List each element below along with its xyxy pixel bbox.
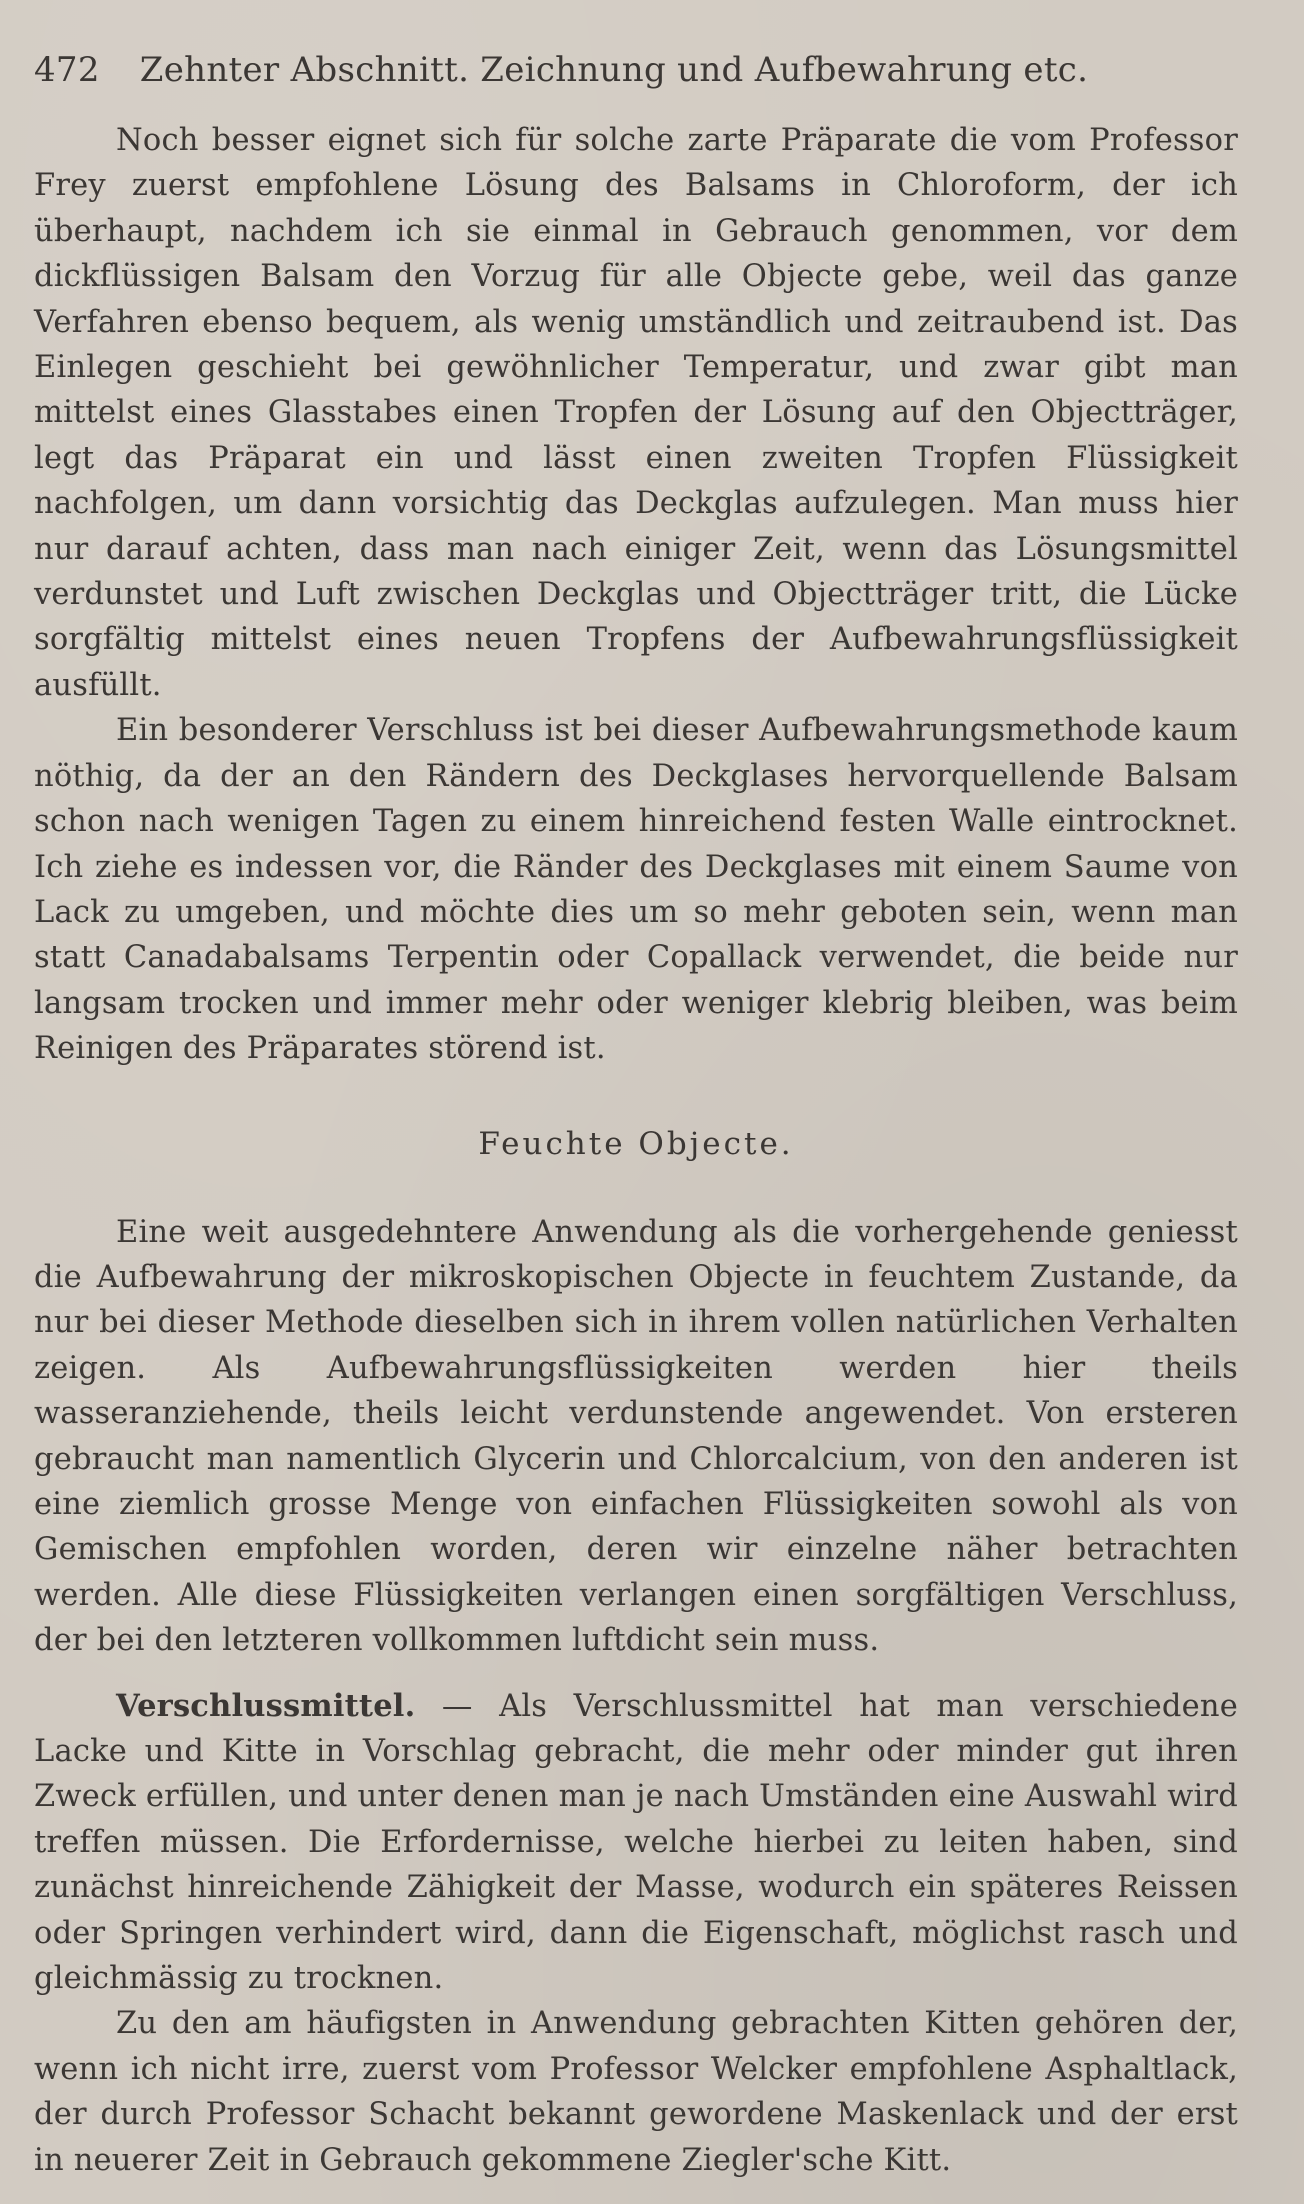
paragraph-balsam-chloroform: Noch besser eignet sich für solche zarte Präparate die vom Professor Frey zuerst empfohlene Lösung des Balsams in Chloroform, der ich überhaupt, nachdem ich sie einmal in Gebrauch genommen, vor dem dickflüssigen Balsam den Vorzug für alle Objecte gebe, weil das ganze Verfahren ebenso bequem, als wenig umständlich und zeitraubend ist. Das Einlegen geschieht bei gewöhnlicher Temperatur, und zwar gibt man mittelst eines Glasstabes einen Tropfen der Lösung auf den Objectträger, legt das Präparat ein und lässt einen zweiten Tropfen Flüssigkeit nachfolgen, um dann vorsichtig das Deckglas aufzulegen. Man muss hier nur darauf achten, dass man nach einiger Zeit, wenn das Lösungsmittel verdunstet und Luft zwischen Deckglas und Objectträger tritt, die Lücke sorgfältig mittelst eines neuen Tropfens der Aufbewahrungsflüssigkeit ausfüllt. <box>34 123 1238 703</box>
paragraph-kitte: Zu den am häufigsten in Anwendung gebrachten Kitten gehören der, wenn ich nicht irre, zuerst vom Professor Welcker empfohlene Asphaltlack, der durch Professor Schacht bekannt gewordene Maskenlack und der erst in neuerer Zeit in Gebrauch gekommene Ziegler'sche Kitt. <box>34 2006 1238 2178</box>
page-header <box>34 48 1238 92</box>
sealants-lead: Verschlussmittel. <box>116 1687 416 1724</box>
running-title: Zehnter Abschnitt. Zeichnung und Aufbewahrung etc. <box>139 50 1089 90</box>
page-number: 472 <box>34 50 100 90</box>
sealants-text: — Als Verschlussmittel hat man verschiedene Lacke und Kitte in Vorschlag gebracht, die mehr oder minder gut ihren Zweck erfüllen, und unter denen man je nach Umständen eine Auswahl wird treffen müssen. Die Erfordernisse, welche hierbei zu leiten haben, sind zunächst hinreichende Zähigkeit der Masse, wodurch ein späteres Reissen oder Springen verhindert wird, dann die Eigenschaft, möglichst rasch und gleichmässig zu trocknen. <box>34 1688 1238 1997</box>
paragraph-closure: Ein besonderer Verschluss ist bei dieser Aufbewahrungsmethode kaum nöthig, da der an den Rändern des Deckglases hervorquellende Balsam schon nach wenigen Tagen zu einem hinreichend festen Walle eintrocknet. Ich ziehe es indessen vor, die Ränder des Deckglases mit einem Saume von Lack zu umgeben, und möchte dies um so mehr geboten sein, wenn man statt Canadabalsams Terpentin oder Copallack verwendet, die beide nur langsam trocken und immer mehr oder weniger klebrig bleiben, was beim Reinigen des Präparates störend ist. <box>34 713 1238 1067</box>
paragraph-gap <box>34 1664 1238 1684</box>
paragraph-sealants <box>34 1684 1238 2002</box>
paragraph-wet-objects: Eine weit ausgedehntere Anwendung als die vorhergehende geniesst die Aufbewahrung der mikroskopischen Objecte in feuchtem Zustande, da nur bei dieser Methode dieselben sich in ihrem vollen natürlichen Verhalten zeigen. Als Aufbewahrungsflüssigkeiten werden hier theils wasseranziehende, theils leicht verdunstende angewendet. Von ersteren gebraucht man namentlich Glycerin und Chlorcalcium, von den anderen ist eine ziemlich grosse Menge von einfachen Flüssigkeiten sowohl als von Gemischen empfohlen worden, deren wir einzelne näher betrachten werden. Alle diese Flüssigkeiten verlangen einen sorgfältigen Verschluss, der bei den letzteren vollkommen luftdicht sein muss. <box>34 1214 1238 1659</box>
section-title: Feuchte Objecte. <box>478 1125 794 1162</box>
book-page <box>34 48 1238 2183</box>
